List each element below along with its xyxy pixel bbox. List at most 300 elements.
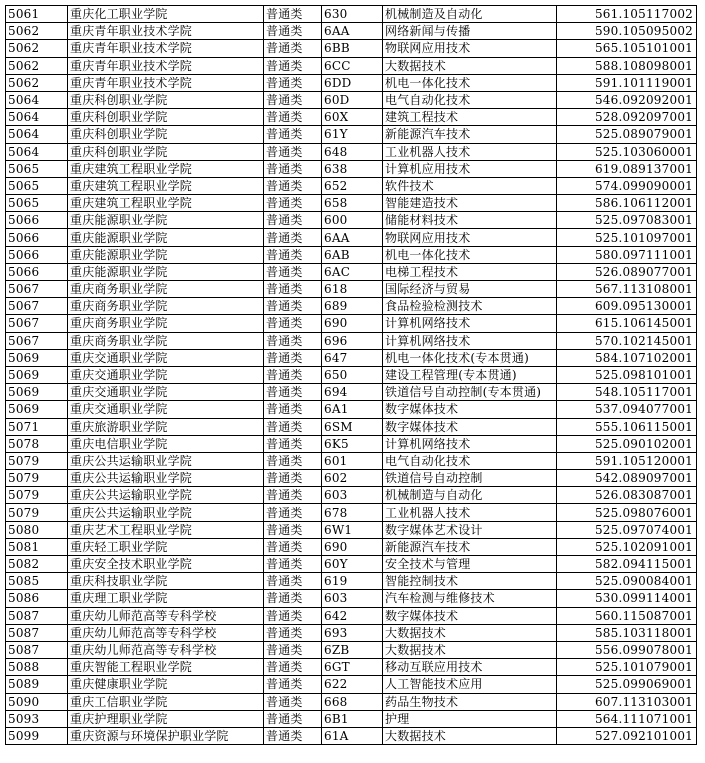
school-name-cell: 重庆资源与环境保护职业学院 — [68, 727, 264, 744]
major-name-cell: 计算机应用技术 — [383, 160, 557, 177]
school-code-cell: 5081 — [6, 538, 68, 555]
table-row — [6, 487, 697, 504]
school-name-cell: 重庆科创职业学院 — [68, 109, 264, 126]
school-code-cell: 5078 — [6, 435, 68, 452]
school-code-cell: 5067 — [6, 281, 68, 298]
school-code-cell: 5065 — [6, 177, 68, 194]
major-name-cell: 汽车检测与维修技术 — [383, 590, 557, 607]
major-code-cell: 650 — [322, 366, 383, 383]
school-code-cell: 5085 — [6, 573, 68, 590]
table-row — [6, 160, 697, 177]
major-code-cell: 6AA — [322, 229, 383, 246]
major-name-cell: 电气自动化技术 — [383, 91, 557, 108]
category-cell: 普通类 — [264, 40, 322, 57]
school-code-cell: 5079 — [6, 452, 68, 469]
major-code-cell: 60D — [322, 91, 383, 108]
score-cell: 574.099090001 — [557, 177, 697, 194]
major-name-cell: 电气自动化技术 — [383, 452, 557, 469]
score-cell: 537.094077001 — [557, 401, 697, 418]
school-code-cell: 5089 — [6, 676, 68, 693]
school-code-cell: 5065 — [6, 195, 68, 212]
school-name-cell: 重庆旅游职业学院 — [68, 418, 264, 435]
major-code-cell: 618 — [322, 281, 383, 298]
score-cell: 570.102145001 — [557, 332, 697, 349]
school-code-cell: 5062 — [6, 57, 68, 74]
major-name-cell: 新能源汽车技术 — [383, 538, 557, 555]
school-code-cell: 5066 — [6, 246, 68, 263]
school-code-cell: 5069 — [6, 366, 68, 383]
table-row — [6, 315, 697, 332]
major-code-cell: 6B1 — [322, 710, 383, 727]
major-name-cell: 大数据技术 — [383, 624, 557, 641]
school-code-cell: 5066 — [6, 212, 68, 229]
major-code-cell: 6A1 — [322, 401, 383, 418]
table-row — [6, 590, 697, 607]
category-cell: 普通类 — [264, 298, 322, 315]
table-row — [6, 384, 697, 401]
school-code-cell: 5064 — [6, 126, 68, 143]
school-code-cell: 5062 — [6, 40, 68, 57]
major-name-cell: 机械制造与自动化 — [383, 487, 557, 504]
table-row — [6, 693, 697, 710]
major-code-cell: 6BB — [322, 40, 383, 57]
school-code-cell: 5069 — [6, 349, 68, 366]
category-cell: 普通类 — [264, 143, 322, 160]
major-name-cell: 移动互联应用技术 — [383, 659, 557, 676]
school-name-cell: 重庆安全技术职业学院 — [68, 556, 264, 573]
school-name-cell: 重庆商务职业学院 — [68, 281, 264, 298]
major-name-cell: 数字媒体技术 — [383, 401, 557, 418]
school-name-cell: 重庆科创职业学院 — [68, 143, 264, 160]
category-cell: 普通类 — [264, 401, 322, 418]
category-cell: 普通类 — [264, 710, 322, 727]
school-name-cell: 重庆公共运输职业学院 — [68, 470, 264, 487]
school-name-cell: 重庆能源职业学院 — [68, 246, 264, 263]
major-name-cell: 人工智能技术应用 — [383, 676, 557, 693]
school-name-cell: 重庆青年职业技术学院 — [68, 40, 264, 57]
school-code-cell: 5099 — [6, 727, 68, 744]
major-code-cell: 638 — [322, 160, 383, 177]
table-row — [6, 538, 697, 555]
school-code-cell: 5079 — [6, 487, 68, 504]
major-code-cell: 6AA — [322, 23, 383, 40]
table-row — [6, 23, 697, 40]
table-row — [6, 349, 697, 366]
major-code-cell: 6CC — [322, 57, 383, 74]
major-name-cell: 机电一体化技术(专本贯通) — [383, 349, 557, 366]
school-name-cell: 重庆轻工职业学院 — [68, 538, 264, 555]
school-code-cell: 5082 — [6, 556, 68, 573]
school-name-cell: 重庆公共运输职业学院 — [68, 504, 264, 521]
score-cell: 525.101097001 — [557, 229, 697, 246]
school-name-cell: 重庆幼儿师范高等专科学校 — [68, 624, 264, 641]
major-code-cell: 693 — [322, 624, 383, 641]
major-code-cell: 603 — [322, 590, 383, 607]
category-cell: 普通类 — [264, 538, 322, 555]
school-name-cell: 重庆交通职业学院 — [68, 384, 264, 401]
score-cell: 526.083087001 — [557, 487, 697, 504]
major-code-cell: 694 — [322, 384, 383, 401]
school-name-cell: 重庆科创职业学院 — [68, 91, 264, 108]
school-name-cell: 重庆建筑工程职业学院 — [68, 177, 264, 194]
school-name-cell: 重庆科创职业学院 — [68, 126, 264, 143]
score-cell: 527.092101001 — [557, 727, 697, 744]
score-cell: 525.097083001 — [557, 212, 697, 229]
school-code-cell: 5067 — [6, 332, 68, 349]
major-code-cell: 61A — [322, 727, 383, 744]
table-row — [6, 607, 697, 624]
score-cell: 525.090084001 — [557, 573, 697, 590]
category-cell: 普通类 — [264, 23, 322, 40]
category-cell: 普通类 — [264, 521, 322, 538]
major-code-cell: 6DD — [322, 74, 383, 91]
table-row — [6, 435, 697, 452]
major-code-cell: 619 — [322, 573, 383, 590]
major-name-cell: 网络新闻与传播 — [383, 23, 557, 40]
major-code-cell: 600 — [322, 212, 383, 229]
school-name-cell: 重庆能源职业学院 — [68, 263, 264, 280]
major-name-cell: 建设工程管理(专本贯通) — [383, 366, 557, 383]
major-code-cell: 689 — [322, 298, 383, 315]
category-cell: 普通类 — [264, 727, 322, 744]
school-code-cell: 5066 — [6, 229, 68, 246]
table-row — [6, 74, 697, 91]
table-row — [6, 624, 697, 641]
category-cell: 普通类 — [264, 366, 322, 383]
table-row — [6, 40, 697, 57]
admission-table — [5, 5, 697, 745]
table-row — [6, 212, 697, 229]
score-cell: 546.092092001 — [557, 91, 697, 108]
major-name-cell: 数字媒体艺术设计 — [383, 521, 557, 538]
school-code-cell: 5062 — [6, 74, 68, 91]
score-cell: 525.090102001 — [557, 435, 697, 452]
category-cell: 普通类 — [264, 504, 322, 521]
major-name-cell: 电梯工程技术 — [383, 263, 557, 280]
major-code-cell: 622 — [322, 676, 383, 693]
category-cell: 普通类 — [264, 195, 322, 212]
score-cell: 588.108098001 — [557, 57, 697, 74]
major-name-cell: 工业机器人技术 — [383, 504, 557, 521]
category-cell: 普通类 — [264, 74, 322, 91]
table-row — [6, 109, 697, 126]
category-cell: 普通类 — [264, 229, 322, 246]
school-name-cell: 重庆青年职业技术学院 — [68, 57, 264, 74]
major-code-cell: 678 — [322, 504, 383, 521]
school-name-cell: 重庆交通职业学院 — [68, 401, 264, 418]
major-code-cell: 6AB — [322, 246, 383, 263]
table-row — [6, 401, 697, 418]
category-cell: 普通类 — [264, 263, 322, 280]
school-code-cell: 5079 — [6, 504, 68, 521]
major-code-cell: 647 — [322, 349, 383, 366]
school-code-cell: 5086 — [6, 590, 68, 607]
school-code-cell: 5064 — [6, 143, 68, 160]
category-cell: 普通类 — [264, 332, 322, 349]
major-name-cell: 机电一体化技术 — [383, 74, 557, 91]
major-code-cell: 603 — [322, 487, 383, 504]
category-cell: 普通类 — [264, 556, 322, 573]
major-code-cell: 642 — [322, 607, 383, 624]
table-row — [6, 521, 697, 538]
major-name-cell: 建筑工程技术 — [383, 109, 557, 126]
school-name-cell: 重庆青年职业技术学院 — [68, 74, 264, 91]
major-name-cell: 工业机器人技术 — [383, 143, 557, 160]
table-row — [6, 418, 697, 435]
major-code-cell: 6AC — [322, 263, 383, 280]
school-code-cell: 5064 — [6, 109, 68, 126]
school-name-cell: 重庆青年职业技术学院 — [68, 23, 264, 40]
school-code-cell: 5061 — [6, 6, 68, 23]
major-code-cell: 60X — [322, 109, 383, 126]
table-row — [6, 641, 697, 658]
table-row — [6, 332, 697, 349]
school-code-cell: 5065 — [6, 160, 68, 177]
school-name-cell: 重庆建筑工程职业学院 — [68, 195, 264, 212]
category-cell: 普通类 — [264, 6, 322, 23]
score-cell: 560.115087001 — [557, 607, 697, 624]
school-name-cell: 重庆智能工程职业学院 — [68, 659, 264, 676]
score-cell: 580.097111001 — [557, 246, 697, 263]
score-cell: 525.098101001 — [557, 366, 697, 383]
category-cell: 普通类 — [264, 281, 322, 298]
school-code-cell: 5067 — [6, 315, 68, 332]
table-row — [6, 659, 697, 676]
category-cell: 普通类 — [264, 418, 322, 435]
table-row — [6, 452, 697, 469]
major-name-cell: 智能建造技术 — [383, 195, 557, 212]
score-cell: 591.105120001 — [557, 452, 697, 469]
score-cell: 590.105095002 — [557, 23, 697, 40]
school-name-cell: 重庆艺术工程职业学院 — [68, 521, 264, 538]
major-code-cell: 648 — [322, 143, 383, 160]
major-name-cell: 储能材料技术 — [383, 212, 557, 229]
score-cell: 586.106112001 — [557, 195, 697, 212]
score-cell: 567.113108001 — [557, 281, 697, 298]
school-name-cell: 重庆电信职业学院 — [68, 435, 264, 452]
major-code-cell: 696 — [322, 332, 383, 349]
major-name-cell: 铁道信号自动控制 — [383, 470, 557, 487]
table-row — [6, 366, 697, 383]
score-cell: 525.101079001 — [557, 659, 697, 676]
score-cell: 526.089077001 — [557, 263, 697, 280]
category-cell: 普通类 — [264, 487, 322, 504]
school-code-cell: 5088 — [6, 659, 68, 676]
major-name-cell: 食品检验检测技术 — [383, 298, 557, 315]
major-name-cell: 新能源汽车技术 — [383, 126, 557, 143]
category-cell: 普通类 — [264, 177, 322, 194]
score-cell: 565.105101001 — [557, 40, 697, 57]
major-name-cell: 安全技术与管理 — [383, 556, 557, 573]
score-cell: 525.103060001 — [557, 143, 697, 160]
school-code-cell: 5079 — [6, 470, 68, 487]
table-row — [6, 727, 697, 744]
major-name-cell: 国际经济与贸易 — [383, 281, 557, 298]
school-name-cell: 重庆交通职业学院 — [68, 349, 264, 366]
major-code-cell: 668 — [322, 693, 383, 710]
table-row — [6, 57, 697, 74]
score-cell: 609.095130001 — [557, 298, 697, 315]
category-cell: 普通类 — [264, 91, 322, 108]
score-cell: 561.105117002 — [557, 6, 697, 23]
score-cell: 525.099069001 — [557, 676, 697, 693]
major-name-cell: 护理 — [383, 710, 557, 727]
major-name-cell: 机电一体化技术 — [383, 246, 557, 263]
major-name-cell: 计算机网络技术 — [383, 435, 557, 452]
major-code-cell: 658 — [322, 195, 383, 212]
major-code-cell: 602 — [322, 470, 383, 487]
score-cell: 556.099078001 — [557, 641, 697, 658]
major-name-cell: 机械制造及自动化 — [383, 6, 557, 23]
table-row — [6, 710, 697, 727]
school-name-cell: 重庆建筑工程职业学院 — [68, 160, 264, 177]
category-cell: 普通类 — [264, 624, 322, 641]
table-row — [6, 143, 697, 160]
category-cell: 普通类 — [264, 659, 322, 676]
major-code-cell: 60Y — [322, 556, 383, 573]
school-code-cell: 5069 — [6, 401, 68, 418]
school-name-cell: 重庆幼儿师范高等专科学校 — [68, 641, 264, 658]
major-code-cell: 6SM — [322, 418, 383, 435]
category-cell: 普通类 — [264, 607, 322, 624]
table-row — [6, 470, 697, 487]
category-cell: 普通类 — [264, 452, 322, 469]
table-row — [6, 298, 697, 315]
category-cell: 普通类 — [264, 349, 322, 366]
table-row — [6, 6, 697, 23]
major-name-cell: 药品生物技术 — [383, 693, 557, 710]
school-code-cell: 5080 — [6, 521, 68, 538]
table-row — [6, 229, 697, 246]
category-cell: 普通类 — [264, 470, 322, 487]
category-cell: 普通类 — [264, 641, 322, 658]
school-code-cell: 5087 — [6, 607, 68, 624]
school-code-cell: 5087 — [6, 624, 68, 641]
school-code-cell: 5071 — [6, 418, 68, 435]
score-cell: 530.099114001 — [557, 590, 697, 607]
school-code-cell: 5087 — [6, 641, 68, 658]
score-cell: 585.103118001 — [557, 624, 697, 641]
table-row — [6, 263, 697, 280]
major-name-cell: 智能控制技术 — [383, 573, 557, 590]
school-name-cell: 重庆科技职业学院 — [68, 573, 264, 590]
major-name-cell: 数字媒体技术 — [383, 607, 557, 624]
table-row — [6, 246, 697, 263]
category-cell: 普通类 — [264, 435, 322, 452]
table-row — [6, 126, 697, 143]
major-name-cell: 大数据技术 — [383, 727, 557, 744]
table-row — [6, 556, 697, 573]
score-cell: 591.101119001 — [557, 74, 697, 91]
table-body — [6, 6, 697, 745]
category-cell: 普通类 — [264, 676, 322, 693]
major-name-cell: 铁道信号自动控制(专本贯通) — [383, 384, 557, 401]
major-name-cell: 物联网应用技术 — [383, 40, 557, 57]
school-name-cell: 重庆幼儿师范高等专科学校 — [68, 607, 264, 624]
major-code-cell: 6GT — [322, 659, 383, 676]
table-row — [6, 676, 697, 693]
category-cell: 普通类 — [264, 126, 322, 143]
score-cell: 615.106145001 — [557, 315, 697, 332]
school-name-cell: 重庆公共运输职业学院 — [68, 487, 264, 504]
major-name-cell: 数字媒体技术 — [383, 418, 557, 435]
school-name-cell: 重庆交通职业学院 — [68, 366, 264, 383]
category-cell: 普通类 — [264, 246, 322, 263]
score-cell: 555.106115001 — [557, 418, 697, 435]
category-cell: 普通类 — [264, 212, 322, 229]
score-cell: 525.089079001 — [557, 126, 697, 143]
school-name-cell: 重庆健康职业学院 — [68, 676, 264, 693]
school-name-cell: 重庆理工职业学院 — [68, 590, 264, 607]
score-cell: 548.105117001 — [557, 384, 697, 401]
category-cell: 普通类 — [264, 315, 322, 332]
major-code-cell: 6ZB — [322, 641, 383, 658]
school-code-cell: 5062 — [6, 23, 68, 40]
score-cell: 619.089137001 — [557, 160, 697, 177]
major-code-cell: 61Y — [322, 126, 383, 143]
major-name-cell: 计算机网络技术 — [383, 332, 557, 349]
category-cell: 普通类 — [264, 160, 322, 177]
major-code-cell: 6K5 — [322, 435, 383, 452]
table-row — [6, 573, 697, 590]
school-name-cell: 重庆商务职业学院 — [68, 315, 264, 332]
category-cell: 普通类 — [264, 693, 322, 710]
table-row — [6, 195, 697, 212]
school-name-cell: 重庆商务职业学院 — [68, 298, 264, 315]
major-code-cell: 690 — [322, 538, 383, 555]
table-row — [6, 177, 697, 194]
score-cell: 582.094115001 — [557, 556, 697, 573]
major-code-cell: 630 — [322, 6, 383, 23]
table-row — [6, 504, 697, 521]
school-code-cell: 5067 — [6, 298, 68, 315]
table-row — [6, 281, 697, 298]
major-name-cell: 物联网应用技术 — [383, 229, 557, 246]
school-name-cell: 重庆工信职业学院 — [68, 693, 264, 710]
category-cell: 普通类 — [264, 109, 322, 126]
major-name-cell: 计算机网络技术 — [383, 315, 557, 332]
school-code-cell: 5066 — [6, 263, 68, 280]
school-name-cell: 重庆化工职业学院 — [68, 6, 264, 23]
score-cell: 525.098076001 — [557, 504, 697, 521]
score-cell: 525.097074001 — [557, 521, 697, 538]
score-cell: 528.092097001 — [557, 109, 697, 126]
school-code-cell: 5069 — [6, 384, 68, 401]
school-code-cell: 5090 — [6, 693, 68, 710]
major-code-cell: 6W1 — [322, 521, 383, 538]
school-name-cell: 重庆商务职业学院 — [68, 332, 264, 349]
major-name-cell: 大数据技术 — [383, 57, 557, 74]
school-code-cell: 5093 — [6, 710, 68, 727]
score-cell: 607.113103001 — [557, 693, 697, 710]
major-name-cell: 大数据技术 — [383, 641, 557, 658]
category-cell: 普通类 — [264, 384, 322, 401]
table-row — [6, 91, 697, 108]
school-name-cell: 重庆能源职业学院 — [68, 229, 264, 246]
major-code-cell: 690 — [322, 315, 383, 332]
school-name-cell: 重庆公共运输职业学院 — [68, 452, 264, 469]
school-name-cell: 重庆能源职业学院 — [68, 212, 264, 229]
major-code-cell: 601 — [322, 452, 383, 469]
category-cell: 普通类 — [264, 590, 322, 607]
score-cell: 525.102091001 — [557, 538, 697, 555]
major-name-cell: 软件技术 — [383, 177, 557, 194]
score-cell: 584.107102001 — [557, 349, 697, 366]
school-code-cell: 5064 — [6, 91, 68, 108]
category-cell: 普通类 — [264, 57, 322, 74]
category-cell: 普通类 — [264, 573, 322, 590]
score-cell: 564.111071001 — [557, 710, 697, 727]
